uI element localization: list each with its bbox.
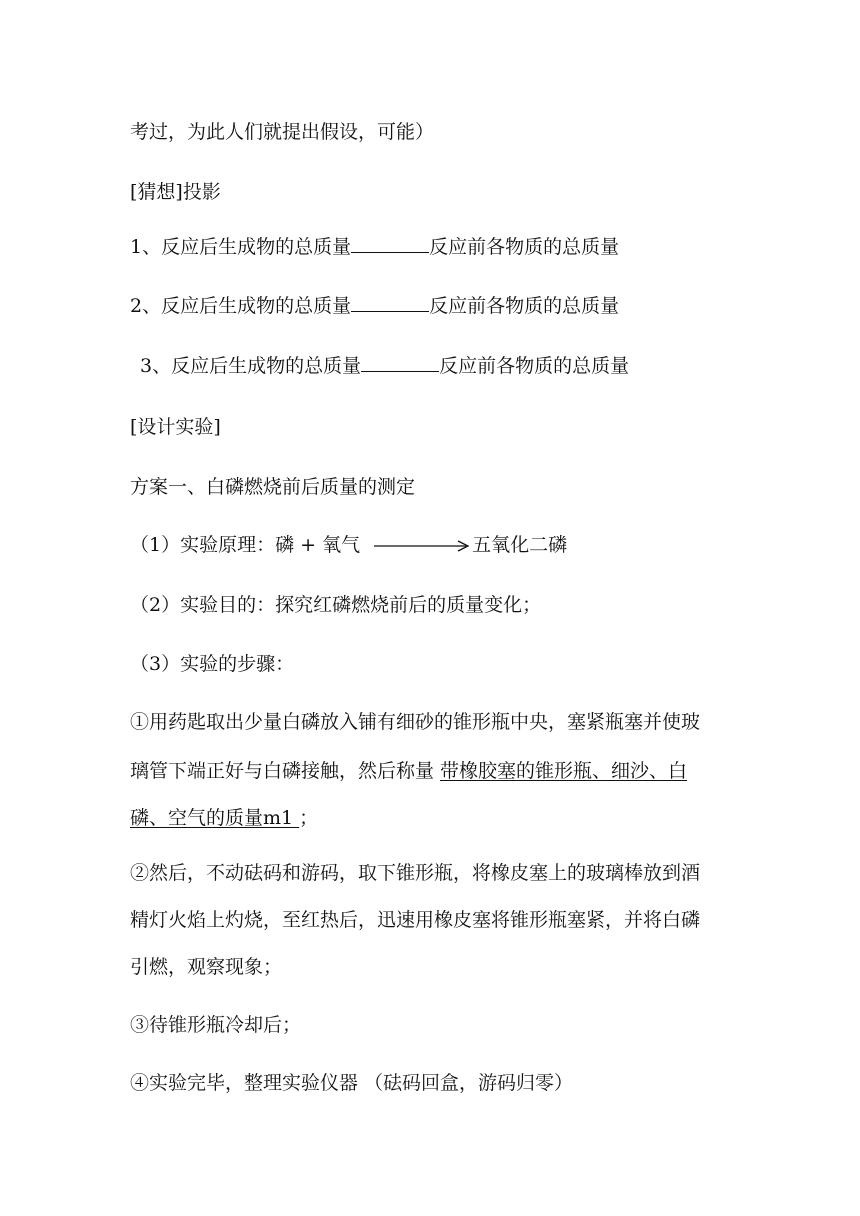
guess-before: 反应后生成物的总质量 (161, 295, 352, 317)
principle-label: （1）实验原理： (130, 534, 276, 556)
guess-item-2 (130, 291, 740, 321)
principle-reactants: 磷 + 氧气 (275, 534, 361, 556)
guess-after: 反应前各物质的总质量 (429, 295, 620, 317)
step1-line-a: ①用药匙取出少量白磷放入铺有细砂的锥形瓶中央，塞紧瓶塞并使玻 (130, 711, 701, 733)
guess-number: 2、 (130, 295, 162, 317)
guess-before: 反应后生成物的总质量 (171, 355, 362, 377)
guess-after: 反应前各物质的总质量 (439, 355, 630, 377)
principle-product: 五氧化二磷 (472, 534, 568, 556)
step1-line-c (130, 803, 740, 833)
step1-text: 璃管下端正好与白磷接触，然后称量 (130, 760, 441, 782)
step2-line-c: 引燃，观察现象； (130, 956, 283, 978)
steps-label: （3）实验的步骤： (130, 653, 295, 675)
purpose-line: （2）实验目的：探究红磷燃烧前后的质量变化； (130, 594, 542, 616)
guess-number: 3、 (140, 355, 172, 377)
step1-line-b (130, 756, 740, 786)
step1-end: ； (299, 807, 319, 829)
design-heading: [设计实验] (130, 416, 221, 438)
plan1-title: 方案一、白磷燃烧前后质量的测定 (130, 476, 416, 498)
guess-after: 反应前各物质的总质量 (429, 236, 620, 258)
step1-underlined-answer-cont: 磷、空气的质量m1 (130, 807, 300, 829)
step4-text: ④实验完毕，整理实验仪器 (130, 1072, 365, 1094)
answer-blank (361, 351, 439, 372)
answer-blank (351, 232, 429, 253)
answer-blank (351, 291, 429, 312)
step2-line-a: ②然后，不动砝码和游码，取下锥形瓶，将橡皮塞上的玻璃棒放到酒 (130, 862, 701, 884)
guess-heading: [猜想]投影 (130, 181, 221, 203)
intro-line: 考过，为此人们就提出假设，可能） (130, 121, 435, 143)
guess-item-3 (140, 351, 750, 381)
step1-underlined-answer: 带橡胶塞的锥形瓶、细沙、白 (440, 760, 688, 782)
principle-line (130, 530, 740, 560)
step2-line-b: 精灯火焰上灼烧，至红热后，迅速用橡皮塞将锥形瓶塞紧，并将白磷 (130, 909, 701, 931)
step4-note: （砝码回盒，游码归零） (364, 1072, 574, 1094)
guess-number: 1、 (130, 236, 162, 258)
guess-item-1 (130, 232, 740, 262)
step4-line (130, 1068, 740, 1098)
step3-line: ③待锥形瓶冷却后； (130, 1014, 302, 1036)
guess-before: 反应后生成物的总质量 (161, 236, 352, 258)
reaction-arrow-icon (374, 539, 470, 553)
